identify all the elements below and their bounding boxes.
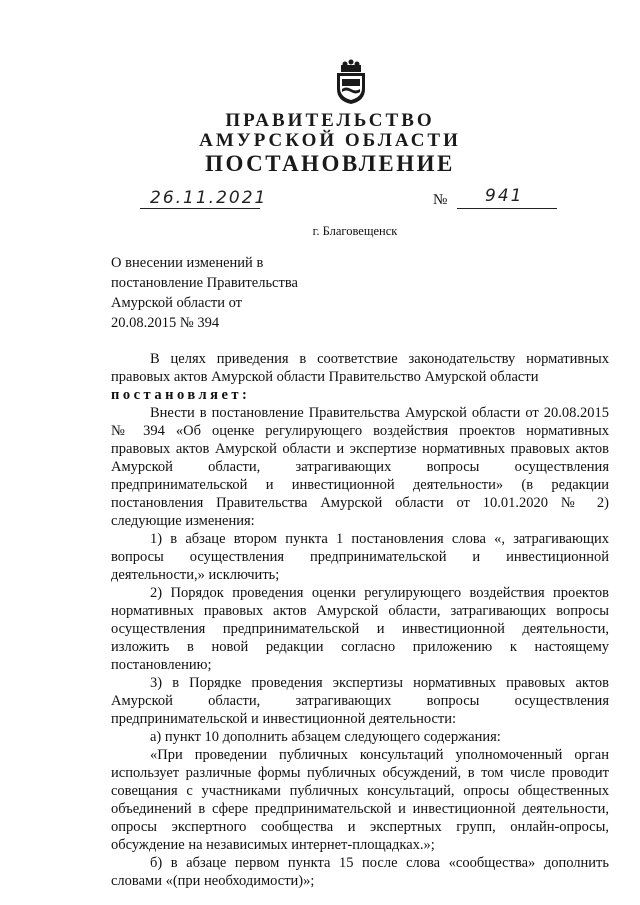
resolves-word: постановляет: (111, 387, 251, 403)
subject-block (111, 253, 331, 333)
subject-line: 20.08.2015 № 394 (111, 315, 220, 331)
intro-paragraph: В целях приведения в соответствие законодательству нормативных правовых актов Амурской области Правительство Амурской области (111, 351, 609, 385)
city-name: г. Благовещенск (312, 224, 398, 238)
government-name-line2: АМУРСКОЙ ОБЛАСТИ (199, 130, 461, 151)
paragraph-item-3a: а) пункт 10 дополнить абзацем следующего содержания: (150, 729, 501, 745)
subject-line: О внесении изменений в (111, 255, 264, 271)
paragraph-item-3: 3) в Порядке проведения экспертизы нормативных правовых актов Амурской области, затрагивающих вопросы осуществления предпринимательской и инвестиционной деятельности: (111, 675, 609, 727)
number-underline (457, 208, 557, 209)
document-date: 26.11.2021 (150, 188, 268, 208)
paragraph-main: Внести в постановление Правительства Амурской области от 20.08.2015 № 394 «Об оценке регулирующего воздействия проектов нормативных правовых актов Амурской области и экспертизе нормативных правовых актов Амурской области, затрагивающих вопросы осуществления предпринимательской и инвестиционной деятельности» (в редакции постановления Правительства Амурской области от 10.01.2020 № 2) следующие изменения: (111, 405, 609, 529)
subject-line: постановление Правительства (111, 275, 298, 291)
number-sign: № (433, 192, 448, 208)
document-number: 941 (485, 186, 524, 206)
date-underline (140, 208, 260, 209)
paragraph-quote: «При проведении публичных консультаций уполномоченный орган использует различные формы публичных обсуждений, в том числе проводит совещания с участниками публичных консультаций, опросы общественных объединений в сфере предпринимательской и инвестиционной деятельности, опросы экспертного сообщества и экспертных групп, онлайн-опросы, обсуждение на независимых интернет-площадках.»; (111, 747, 609, 853)
paragraph-item-1: 1) в абзаце втором пункта 1 постановления слова «, затрагивающих вопросы осуществления предпринимательской и инвестиционной деятельности,» исключить; (111, 531, 609, 583)
coat-of-arms-emblem (333, 59, 369, 105)
paragraph-item-2: 2) Порядок проведения оценки регулирующего воздействия проектов нормативных правовых актов Амурской области, затрагивающих вопросы осуществления предпринимательской и инвестиционной деятельности, изложить в новой редакции согласно приложению к настоящему постановлению; (111, 585, 609, 673)
document-type-title: ПОСТАНОВЛЕНИЕ (205, 151, 455, 176)
subject-line: Амурской области от (111, 295, 243, 311)
government-name-line1: ПРАВИТЕЛЬСТВО (225, 110, 435, 131)
document-body (111, 350, 609, 890)
paragraph-item-3b: б) в абзаце первом пункта 15 после слова «сообщества» дополнить словами «(при необходимости)»; (111, 855, 609, 889)
